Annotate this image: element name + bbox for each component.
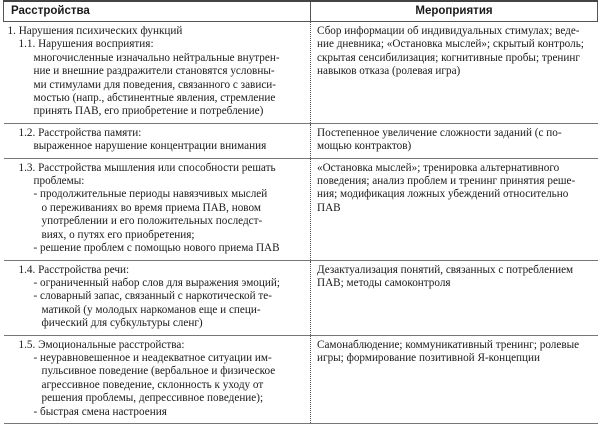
bullet-line: - словарный запас, связанный с наркотической те- bbox=[33, 290, 272, 303]
text-line: агрессивное поведение, склонность к уходу от bbox=[41, 378, 264, 391]
text-line: принять ПАВ, его приобретение и потребление) bbox=[33, 105, 264, 118]
table-row bbox=[4, 260, 598, 335]
text-line: ние и внешние раздражители становятся условны- bbox=[33, 65, 275, 78]
text-line: матикой (у молодых наркоманов еще и специ- bbox=[41, 303, 261, 316]
disorder-cell bbox=[4, 335, 311, 423]
text-line: ния; модификация ложных убеждений относительно bbox=[317, 188, 569, 201]
text-line: пульсивное поведение (вербальное и физическое bbox=[41, 365, 276, 378]
text-line: игры; формирование позитивной Я-концепции bbox=[317, 351, 540, 364]
disorder-cell bbox=[4, 158, 311, 260]
text-line: «Остановка мыслей»; тренировка альтернативного bbox=[317, 161, 560, 174]
disorders-table bbox=[3, 0, 598, 424]
bullet-line: - ограниченный набор слов для выражения эмоций; bbox=[33, 276, 280, 289]
header-measures: Мероприятия bbox=[311, 1, 598, 22]
bullet-line: - неуравновешенное и неадекватное ситуации им- bbox=[33, 351, 272, 364]
text-line: фический для субкультуры сленг) bbox=[41, 317, 203, 330]
bullet-line: - решение проблем с помощью нового приема ПАВ bbox=[33, 242, 280, 255]
measure-cell bbox=[311, 22, 598, 124]
bullet-line: - продолжительные периоды навязчивых мыслей bbox=[33, 188, 268, 201]
text-line: Постепенное увеличение сложности заданий (с по- bbox=[317, 126, 562, 139]
text-line: многочисленные изначально нейтральные внутрен- bbox=[33, 51, 280, 64]
text-line: виях, о путях его приобретения; bbox=[41, 228, 195, 241]
disorder-cell bbox=[4, 123, 311, 158]
measure-cell bbox=[311, 335, 598, 423]
text-line: ние дневника; «Остановка мыслей»; скрытый контроль; bbox=[317, 38, 584, 51]
text-line: Самонаблюдение; коммуникативный тренинг; ролевые bbox=[317, 338, 580, 351]
text-line: Сбор информации об индивидуальных стимулах; веде- bbox=[317, 25, 580, 37]
text-line: мощью контрактов) bbox=[317, 140, 412, 153]
text-line: проблемы: bbox=[33, 175, 85, 188]
text-line: Дезактуализация понятий, связанных с потреблением bbox=[317, 263, 574, 276]
text-line: мостью (напр., абстинентные явления, стремление bbox=[33, 92, 276, 105]
bullet-line: - быстрая смена настроения bbox=[33, 405, 167, 418]
disorder-cell bbox=[4, 22, 311, 124]
subsection-heading: 1.4. Расстройства речи: bbox=[18, 263, 130, 276]
table-row bbox=[4, 335, 598, 423]
text-line: выраженное нарушение концентрации внимания bbox=[33, 140, 267, 153]
text-line: скрытая сенсибилизация; когнитивные пробы; тренинг bbox=[317, 51, 580, 64]
table-header-row bbox=[4, 1, 598, 22]
header-disorders: Расстройства bbox=[4, 1, 311, 22]
text-line: решения проблемы, депрессивное поведение); bbox=[41, 392, 264, 405]
text-line: о переживаниях во время приема ПАВ, новом bbox=[41, 201, 261, 214]
table-row bbox=[4, 158, 598, 260]
measure-cell bbox=[311, 158, 598, 260]
table-row bbox=[4, 22, 598, 124]
subsection-heading: 1.3. Расстройства мышления или способности решать bbox=[18, 161, 276, 174]
section-heading: 1. Нарушения психических функций bbox=[7, 25, 183, 37]
measure-cell bbox=[311, 260, 598, 335]
text-line: ПАВ bbox=[317, 201, 341, 214]
disorder-cell bbox=[4, 260, 311, 335]
subsection-heading: 1.1. Нарушения восприятия: bbox=[18, 38, 154, 51]
measure-cell bbox=[311, 123, 598, 158]
text-line: навыков отказа (ролевая игра) bbox=[317, 65, 461, 78]
text-line: употреблении и его положительных последст- bbox=[41, 215, 263, 228]
subsection-heading: 1.5. Эмоциональные расстройства: bbox=[18, 338, 185, 351]
text-line: ми стимулами для поведения, связанного с зависи- bbox=[33, 78, 276, 91]
text-line: ПАВ; методы самоконтроля bbox=[317, 276, 451, 289]
subsection-heading: 1.2. Расстройства памяти: bbox=[18, 126, 142, 139]
text-line: поведения; анализ проблем и тренинг принятия реше- bbox=[317, 175, 576, 188]
table-row bbox=[4, 123, 598, 158]
